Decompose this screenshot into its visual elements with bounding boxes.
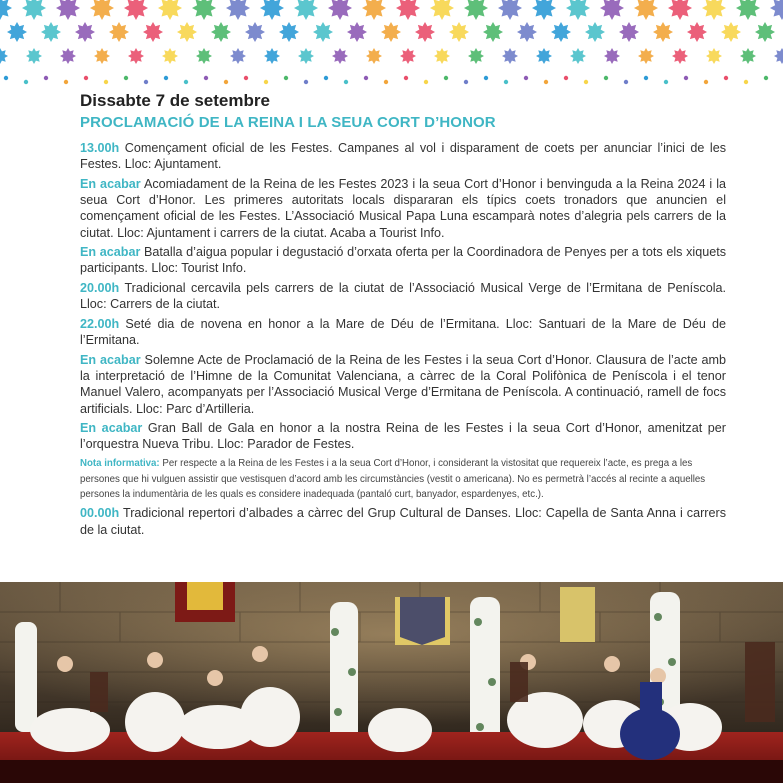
item-text: Començament oficial de les Festes. Campanes al vol i disparament de coets per anunciar l’inici de les Festes. Lloc: Ajuntament.: [80, 141, 727, 172]
item-time: 13.00h: [80, 141, 120, 155]
item-text: Seté dia de novena en honor a la Mare de Déu de l’Ermitana. Lloc: Santuari de la Mare de Déu de l’Ermitana.: [80, 317, 726, 348]
program-item-final: [80, 505, 726, 537]
decorative-mosaic-border: [0, 0, 783, 88]
program-item: [80, 176, 726, 241]
item-text: Solemne Acte de Proclamació de la Reina de les Festes i la seua Cort d’Honor. Clausura de l’acte amb la interpretació de l’Himne de la Comunitat Valenciana, a càrrec de la Coral Polifònica de Peníscola i el tenor Manuel Valero, acompanyats per l’Associació Musical Verge d’Ermitana de Peníscola. A continuació, ramell de focs artificials. Lloc: Parc d’Artilleria.: [80, 352, 727, 416]
item-time: 22.00h: [80, 317, 120, 332]
program-item: [80, 280, 726, 312]
item-time: En acabar: [80, 352, 141, 367]
item-text: Gran Ball de Gala en honor a la nostra Reina de les Festes i la seua Cort d’Honor, amenitzat per l’orquestra Nueva Tribu. Lloc: Parador de Festes.: [80, 421, 726, 452]
item-time: 20.00h: [80, 281, 120, 296]
program-item: [80, 140, 726, 172]
section-title: PROCLAMACIÓ DE LA REINA I LA SEUA CORT D’HONOR: [80, 114, 496, 131]
day-heading: Dissabte 7 de setembre: [80, 91, 270, 110]
item-text: Acomiadament de la Reina de les Festes 2023 i la seua Cort d’Honor i benvinguda a la Reina 2024 i la seua Cort d’Honor. Les primeres autoritats locals dispararan els típics coets tronadors que anuncien el començament oficial de les Festes. L’Associació Musical Papa Luna escamparà notes d’alegria pels carrers de la ciutat. Lloc: Ajuntament i carrers de la ciutat. Acaba a Tourist Info.: [80, 176, 726, 240]
program-content: [80, 90, 726, 541]
info-note: [80, 456, 726, 502]
item-time: En acabar: [80, 176, 141, 191]
item-text: Batalla d’aigua popular i degustació d’orxata oferta per la Coordinadora de Penyes per a tots els xiquets participants. Lloc: Tourist Info.: [80, 245, 727, 276]
program-item: [80, 352, 726, 417]
ceremony-photo: [0, 582, 783, 783]
item-text: Tradicional repertori d’albades a càrrec del Grup Cultural de Danses. Lloc: Capella de Santa Anna i carrers de la ciutat.: [80, 506, 726, 537]
program-item: [80, 420, 726, 452]
item-time: En acabar: [80, 421, 143, 436]
item-time: 00.00h: [80, 506, 120, 521]
note-text: Per respecte a la Reina de les Festes i a la seua Cort d’Honor, i considerant la vistositat que requereix l’acte, es prega a les persones que hi vulguen assistir que vestisquen d’acord amb les circumstàncies (vestit o americana). No es permetrà l’accés al recinte a aquelles persones la indumentària de les quals es considere inadequada (pantaló curt, banyador, espardenyes, etc.).: [80, 458, 706, 500]
program-item: [80, 316, 726, 348]
item-time: En acabar: [80, 245, 141, 260]
program-item: [80, 244, 726, 276]
note-label: Nota informativa:: [80, 458, 160, 470]
item-text: Tradicional cercavila pels carrers de la ciutat de l’Associació Musical Verge de l’Ermitana de Peníscola. Lloc: Carrers de la ciutat.: [80, 281, 726, 312]
